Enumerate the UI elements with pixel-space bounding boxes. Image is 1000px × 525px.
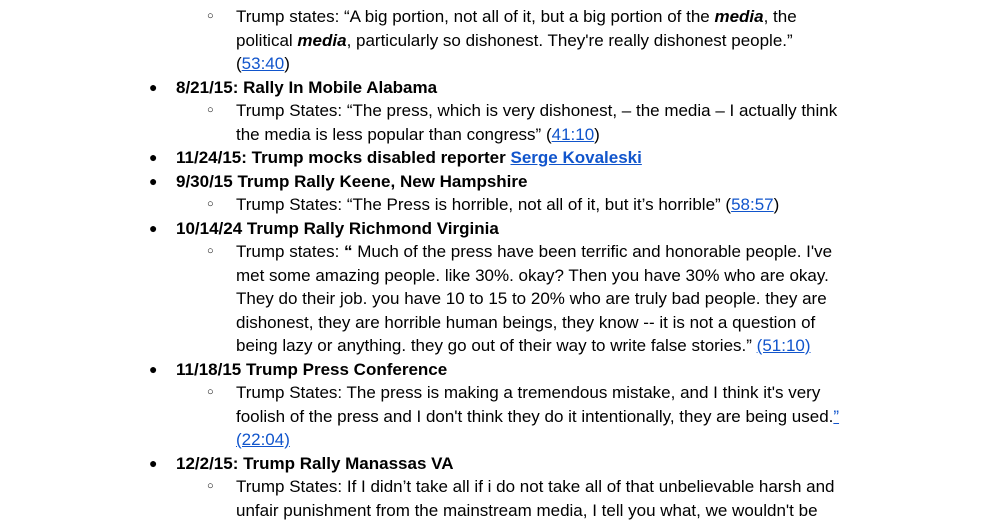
quote-line: Trump States: The press is making a tremendous mistake, and I think it's very [236, 383, 821, 402]
quote-line: (53:40) [236, 54, 290, 73]
quote-line: Trump States: “The press, which is very dishonest, – the media – I actually think [236, 101, 838, 120]
list-bullet: ● [149, 172, 158, 189]
sub-bullet: ○ [207, 245, 214, 257]
sub-bullet: ○ [207, 386, 214, 398]
entry-heading: 11/18/15 Trump Press Conference [176, 359, 448, 379]
entry-heading: 10/14/24 Trump Rally Richmond Virginia [176, 218, 499, 238]
entry-heading: 9/30/15 Trump Rally Keene, New Hampshire [176, 171, 528, 191]
timestamp-link[interactable]: (51:10) [756, 336, 811, 355]
list-bullet: ● [149, 149, 158, 165]
quote-line: being lazy or anything. they go out of their way to write false stories.” (51:10) [236, 336, 811, 355]
list-bullet: ● [149, 78, 158, 95]
quote-line: met some amazing people. like 30%. okay? Then you have 30% who are okay. [236, 265, 829, 285]
quote-line: the media is less popular than congress” (41:10) [236, 124, 600, 144]
sub-bullet: ○ [207, 480, 214, 492]
quote-link[interactable]: ” [833, 406, 840, 426]
timestamp-link[interactable]: 41:10 [551, 124, 595, 144]
quote-line: unfair punishment from the mainstream media, I tell you what, we wouldn't be [236, 500, 818, 520]
quote-line [236, 428, 290, 452]
list-bullet [149, 0, 157, 1]
sub-bullet: ○ [207, 198, 214, 210]
quote-line: They do their job. you have 10 to 15 to 20% who are truly bad people. they are [236, 289, 827, 308]
entry-heading: 8/21/15: Rally In Mobile Alabama [176, 77, 438, 97]
entry-heading [176, 0, 545, 1]
quote-line: Trump states: “A big portion, not all of it, but a big portion of the media, the [236, 7, 797, 26]
sub-bullet: ○ [207, 104, 214, 116]
timestamp-link[interactable]: 53:40 [241, 54, 285, 73]
timestamp-link[interactable]: 58:57 [731, 195, 774, 214]
quote-line: Trump States: If I didn’t take all if i do not take all of that unbelievable harsh and [236, 477, 835, 496]
quote-line: political media, particularly so dishonest. They're really dishonest people.” [236, 30, 793, 50]
entry-heading: 11/24/15: Trump mocks disabled reporter Serge Kovaleski [176, 148, 642, 167]
timestamp-link[interactable]: (22:04) [236, 430, 290, 449]
list-bullet: ● [149, 360, 158, 377]
entry-heading: 12/2/15: Trump Rally Manassas VA [176, 453, 454, 473]
list-bullet: ● [149, 454, 158, 471]
quote-line: foolish of the press and I don't think they do it intentionally, they are being used.” [236, 406, 840, 426]
quote-line: dishonest, they are horrible human beings, they know -- it is not a question of [236, 312, 816, 332]
quote-line: Trump states: “ Much of the press have been terrific and honorable people. I've [236, 242, 833, 261]
sub-bullet: ○ [207, 10, 214, 22]
quote-line: Trump States: “The Press is horrible, not all of it, but it’s horrible” (58:57) [236, 195, 780, 214]
list-bullet: ● [149, 219, 158, 236]
reporter-link[interactable]: Serge Kovaleski [510, 148, 642, 167]
